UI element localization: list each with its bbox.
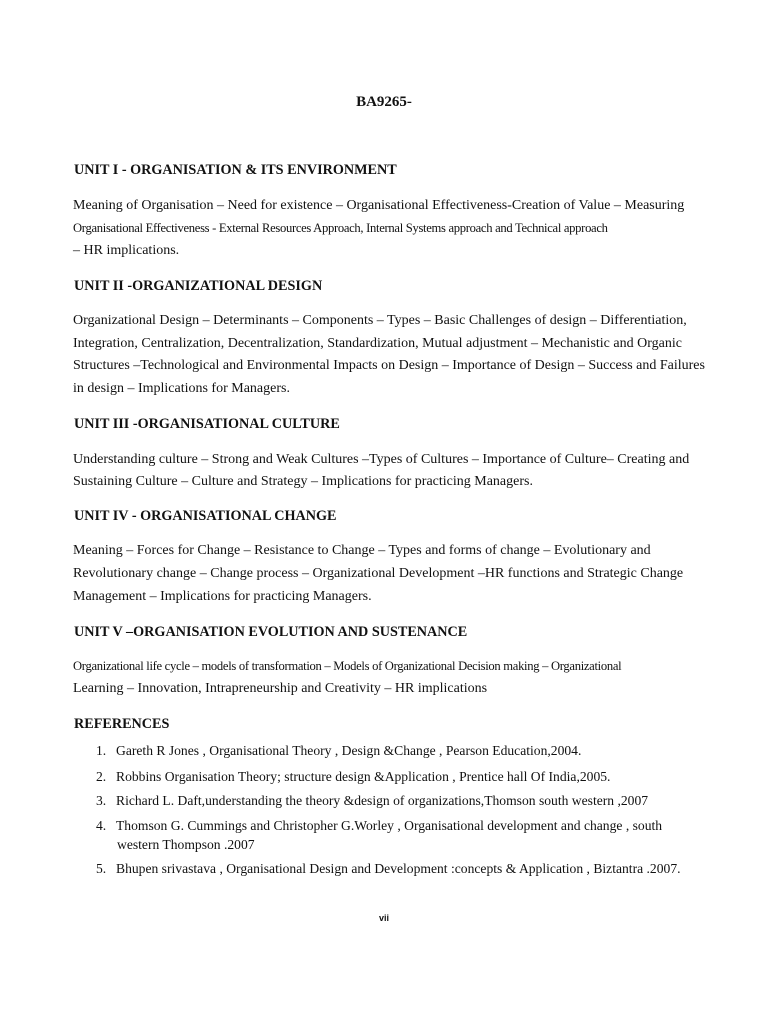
unit-5-line-1: Organizational life cycle – models of transformation – Models of Organizational Decision making – Organizational — [73, 659, 622, 673]
reference-text: Thomson G. Cummings and Christopher G.Worley , Organisational development and change , south — [116, 818, 663, 833]
reference-item — [96, 793, 648, 809]
course-code: BA9265- — [356, 94, 412, 110]
reference-number: 1. — [96, 743, 107, 758]
unit-4-line-2: Revolutionary change – Change process – Organizational Development –HR functions and Strategic Change — [73, 566, 684, 581]
reference-text: Robbins Organisation Theory; structure design &Application , Prentice hall Of India,2005. — [116, 769, 611, 784]
page-number: vii — [378, 913, 389, 923]
unit-5-line-2: Learning – Innovation, Intrapreneurship and Creativity – HR implications — [73, 681, 488, 696]
reference-text-continued: western Thompson .2007 — [117, 837, 255, 852]
unit-3-heading: UNIT III -ORGANISATIONAL CULTURE — [74, 416, 340, 432]
unit-1-heading: UNIT I - ORGANISATION & ITS ENVIRONMENT — [74, 162, 397, 178]
unit-1-line-2: Organisational Effectiveness - External Resources Approach, Internal Systems approach and Technical approach — [73, 221, 608, 235]
reference-item — [96, 818, 662, 834]
reference-item — [96, 769, 610, 785]
unit-3-line-2: Sustaining Culture – Culture and Strategy – Implications for practicing Managers. — [73, 474, 533, 489]
reference-text: Bhupen srivastava , Organisational Design and Development :concepts & Application , Biztantra .2007. — [116, 861, 681, 876]
unit-1-line-1: Meaning of Organisation – Need for existence – Organisational Effectiveness-Creation of Value – Measuring — [73, 198, 685, 213]
reference-number: 3. — [96, 793, 107, 808]
unit-3-line-1: Understanding culture – Strong and Weak Cultures –Types of Cultures – Importance of Culture– Creating and — [73, 452, 690, 467]
reference-item — [96, 861, 681, 877]
references-heading: REFERENCES — [74, 716, 170, 732]
unit-2-line-1: Organizational Design – Determinants – Components – Types – Basic Challenges of design – Differentiation, — [73, 313, 687, 328]
reference-number: 2. — [96, 769, 107, 784]
unit-4-line-1: Meaning – Forces for Change – Resistance to Change – Types and forms of change – Evolutionary and — [73, 543, 651, 558]
unit-4-heading: UNIT IV - ORGANISATIONAL CHANGE — [74, 508, 337, 524]
unit-5-heading: UNIT V –ORGANISATION EVOLUTION AND SUSTENANCE — [74, 624, 468, 640]
unit-2-line-3: Structures –Technological and Environmental Impacts on Design – Importance of Design – Success and Failures — [73, 358, 705, 373]
unit-2-line-4: in design – Implications for Managers. — [73, 381, 290, 396]
unit-2-heading: UNIT II -ORGANIZATIONAL DESIGN — [74, 278, 323, 294]
reference-text: Gareth R Jones , Organisational Theory , Design &Change , Pearson Education,2004. — [116, 743, 582, 758]
reference-number: 5. — [96, 861, 107, 876]
reference-text: Richard L. Daft,understanding the theory &design of organizations,Thomson south western ,2007 — [116, 793, 649, 808]
unit-1-line-3: – HR implications. — [73, 243, 180, 258]
unit-4-line-3: Management – Implications for practicing Managers. — [73, 589, 372, 604]
reference-number: 4. — [96, 818, 107, 833]
reference-item — [96, 743, 581, 759]
unit-2-line-2: Integration, Centralization, Decentralization, Standardization, Mutual adjustment – Mechanistic and Organic — [73, 336, 682, 351]
